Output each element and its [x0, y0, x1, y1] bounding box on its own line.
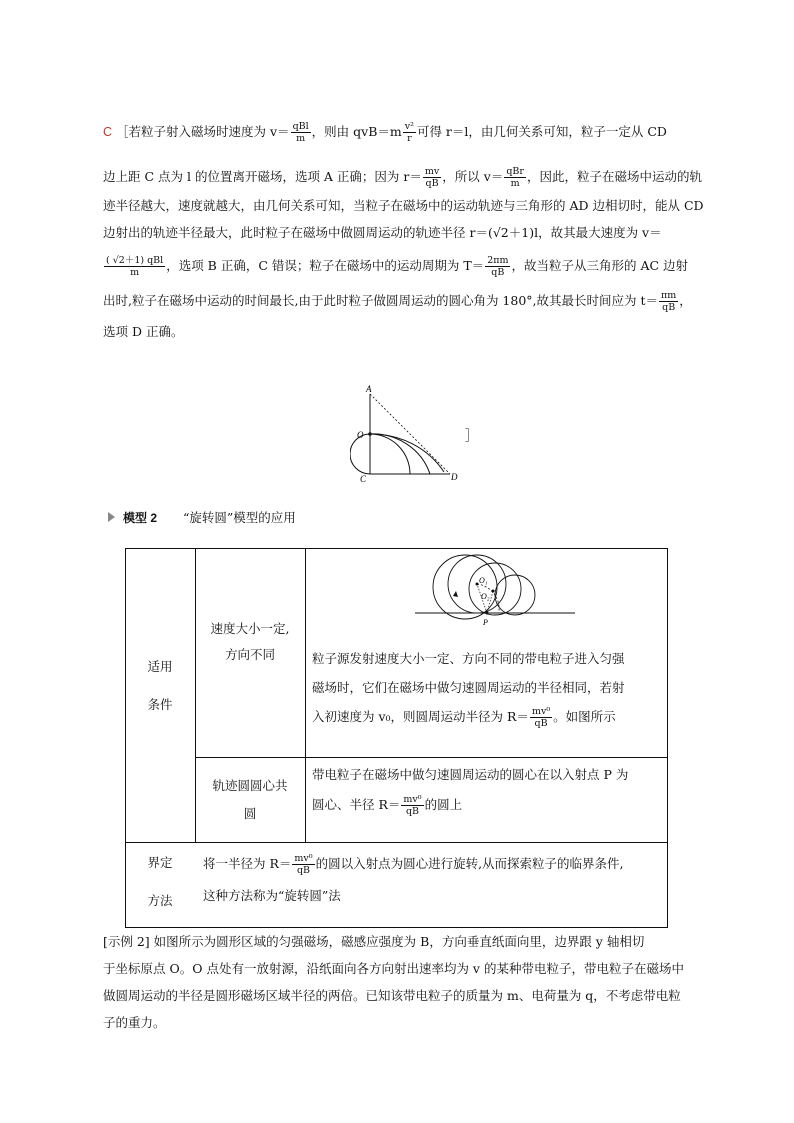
model-title: “旋转圆”模型的应用 — [183, 510, 296, 525]
cond2-text: 带电粒子在磁场中做匀速圆周运动的圆心在以入射点 P 为 圆心、半径 R＝ $\frac{\text{mv⁰}}{qB}$ 的圆上 — [312, 767, 629, 817]
text: 可得 r＝l，由几何关系可知，粒子一定从 CD — [416, 124, 667, 139]
solution-line-6 — [103, 287, 723, 314]
solution-line-1 — [103, 118, 723, 145]
label-o2: O₂ — [481, 592, 490, 601]
example-line-4: 子的重力。 — [103, 1015, 166, 1030]
example-line-2: 于坐标原点 O。O 点处有一放射源，沿纸面向各方向射出速率均为 v 的某种带电粒子，带电粒子在磁场中 — [103, 961, 684, 976]
text: ，则由 qvB＝m — [311, 124, 402, 139]
text: ，所以 v＝ — [442, 169, 504, 184]
fraction: $\frac{mv}{qB}$ — [424, 166, 440, 189]
fraction: $\frac{\pi m}{qB}$ — [661, 290, 677, 313]
header-defining-method: 界定 方法 — [147, 855, 173, 908]
triangle-trajectory-figure — [350, 382, 465, 482]
fraction: $\frac{\text{mv⁰}}{qB}$ — [531, 706, 551, 729]
label-c: C — [360, 474, 367, 482]
text: ，因此，粒子在磁场中运动的轨 — [526, 169, 702, 184]
text: ，故当粒子从三角形的 AC 边射 — [511, 258, 689, 273]
solution-line-7: 选项 D 正确。 — [103, 324, 184, 339]
example-line-3: 做圆周运动的半径是圆形磁场区域半径的两倍。已知该带电粒子的质量为 m、电荷量为 q，不考虑带电粒 — [103, 988, 681, 1003]
text: ， — [679, 293, 692, 308]
model-label: 模型 2 — [123, 510, 158, 525]
fraction: $\frac{\text{qBl}}{m}$ — [292, 121, 309, 144]
header-applicable-conditions: 适用 条件 — [147, 659, 173, 712]
example-line-1: [示例 2] 如图所示为圆形区域的匀强磁场，磁感应强度为 B，方向垂直纸面向里，边界跟 y 轴相切 — [103, 934, 645, 949]
text: ，选项 B 正确，C 错误；粒子在磁场中的运动周期为 T＝ — [166, 258, 485, 273]
method-text: 将一半径为 R＝ $\frac{\text{mv⁰}}{qB}$ 的圆以入射点为圆心进行旋转,从而探索粒子的临界条件, 这种方法称为“旋转圆”法 — [203, 853, 624, 903]
cond1-text: 粒子源发射速度大小一定、方向不同的带电粒子进入匀强 磁场时，它们在磁场中做匀速圆周运动的半径相同，若射 入初速度为 v₀，则圆周运动半径为 R＝ $\frac{\text{mv⁰}}{qB}$ 。如图所示 — [312, 651, 625, 729]
fraction: $\frac{\text{( √2＋1) qBl}}{m}$ — [106, 255, 164, 278]
rotating-circles-figure — [415, 551, 575, 636]
label-a: A — [366, 384, 372, 394]
text: 边上距 C 点为 l 的位置离开磁场，选项 A 正确；因为 r＝ — [103, 169, 422, 184]
text: ［若粒子射入磁场时速度为 v＝ — [116, 124, 290, 139]
example-2 — [103, 928, 723, 1036]
fraction: $\frac{\text{mv⁰}}{qB}$ — [403, 794, 422, 817]
solution-line-2 — [103, 163, 723, 190]
text: 出时,粒子在磁场中运动的时间最长,由于此时粒子做圆周运动的圆心角为 180°,故其最长时间应为 t＝ — [103, 293, 659, 308]
cond1-label: 速度大小一定, 方向不同 — [210, 621, 290, 662]
solution-line-5 — [103, 252, 723, 279]
cond2-label: 轨迹圆圆心共 圆 — [212, 778, 288, 821]
label-o: O — [357, 430, 364, 440]
triangle-bullet-icon — [108, 512, 115, 522]
model-table — [125, 548, 668, 928]
model-heading — [108, 508, 296, 526]
solution-line-3: 迹半径越大，速度就越大，由几何关系可知，当粒子在磁场中的运动轨迹与三角形的 AD 边相切时，能从 CD — [103, 198, 704, 213]
solution-paragraph — [103, 118, 723, 345]
fraction: $\frac{2\pi m}{qB}$ — [487, 255, 509, 278]
label-p: P — [483, 618, 488, 627]
label-o1: O₁ — [479, 576, 488, 585]
label-d: D — [451, 472, 458, 482]
fraction: $\frac{\text{v²}}{r}$ — [404, 121, 414, 144]
answer-letter: C — [103, 125, 113, 139]
closing-bracket: ］ — [465, 429, 479, 444]
solution-line-4: 边射出的轨迹半径最大，此时粒子在磁场中做圆周运动的轨迹半径 r＝(√2＋1)l，故其最大速度为 v＝ — [103, 225, 662, 240]
fraction: $\frac{\text{qBr}}{m}$ — [506, 166, 524, 189]
fraction: $\frac{\text{mv⁰}}{qB}$ — [294, 853, 313, 876]
